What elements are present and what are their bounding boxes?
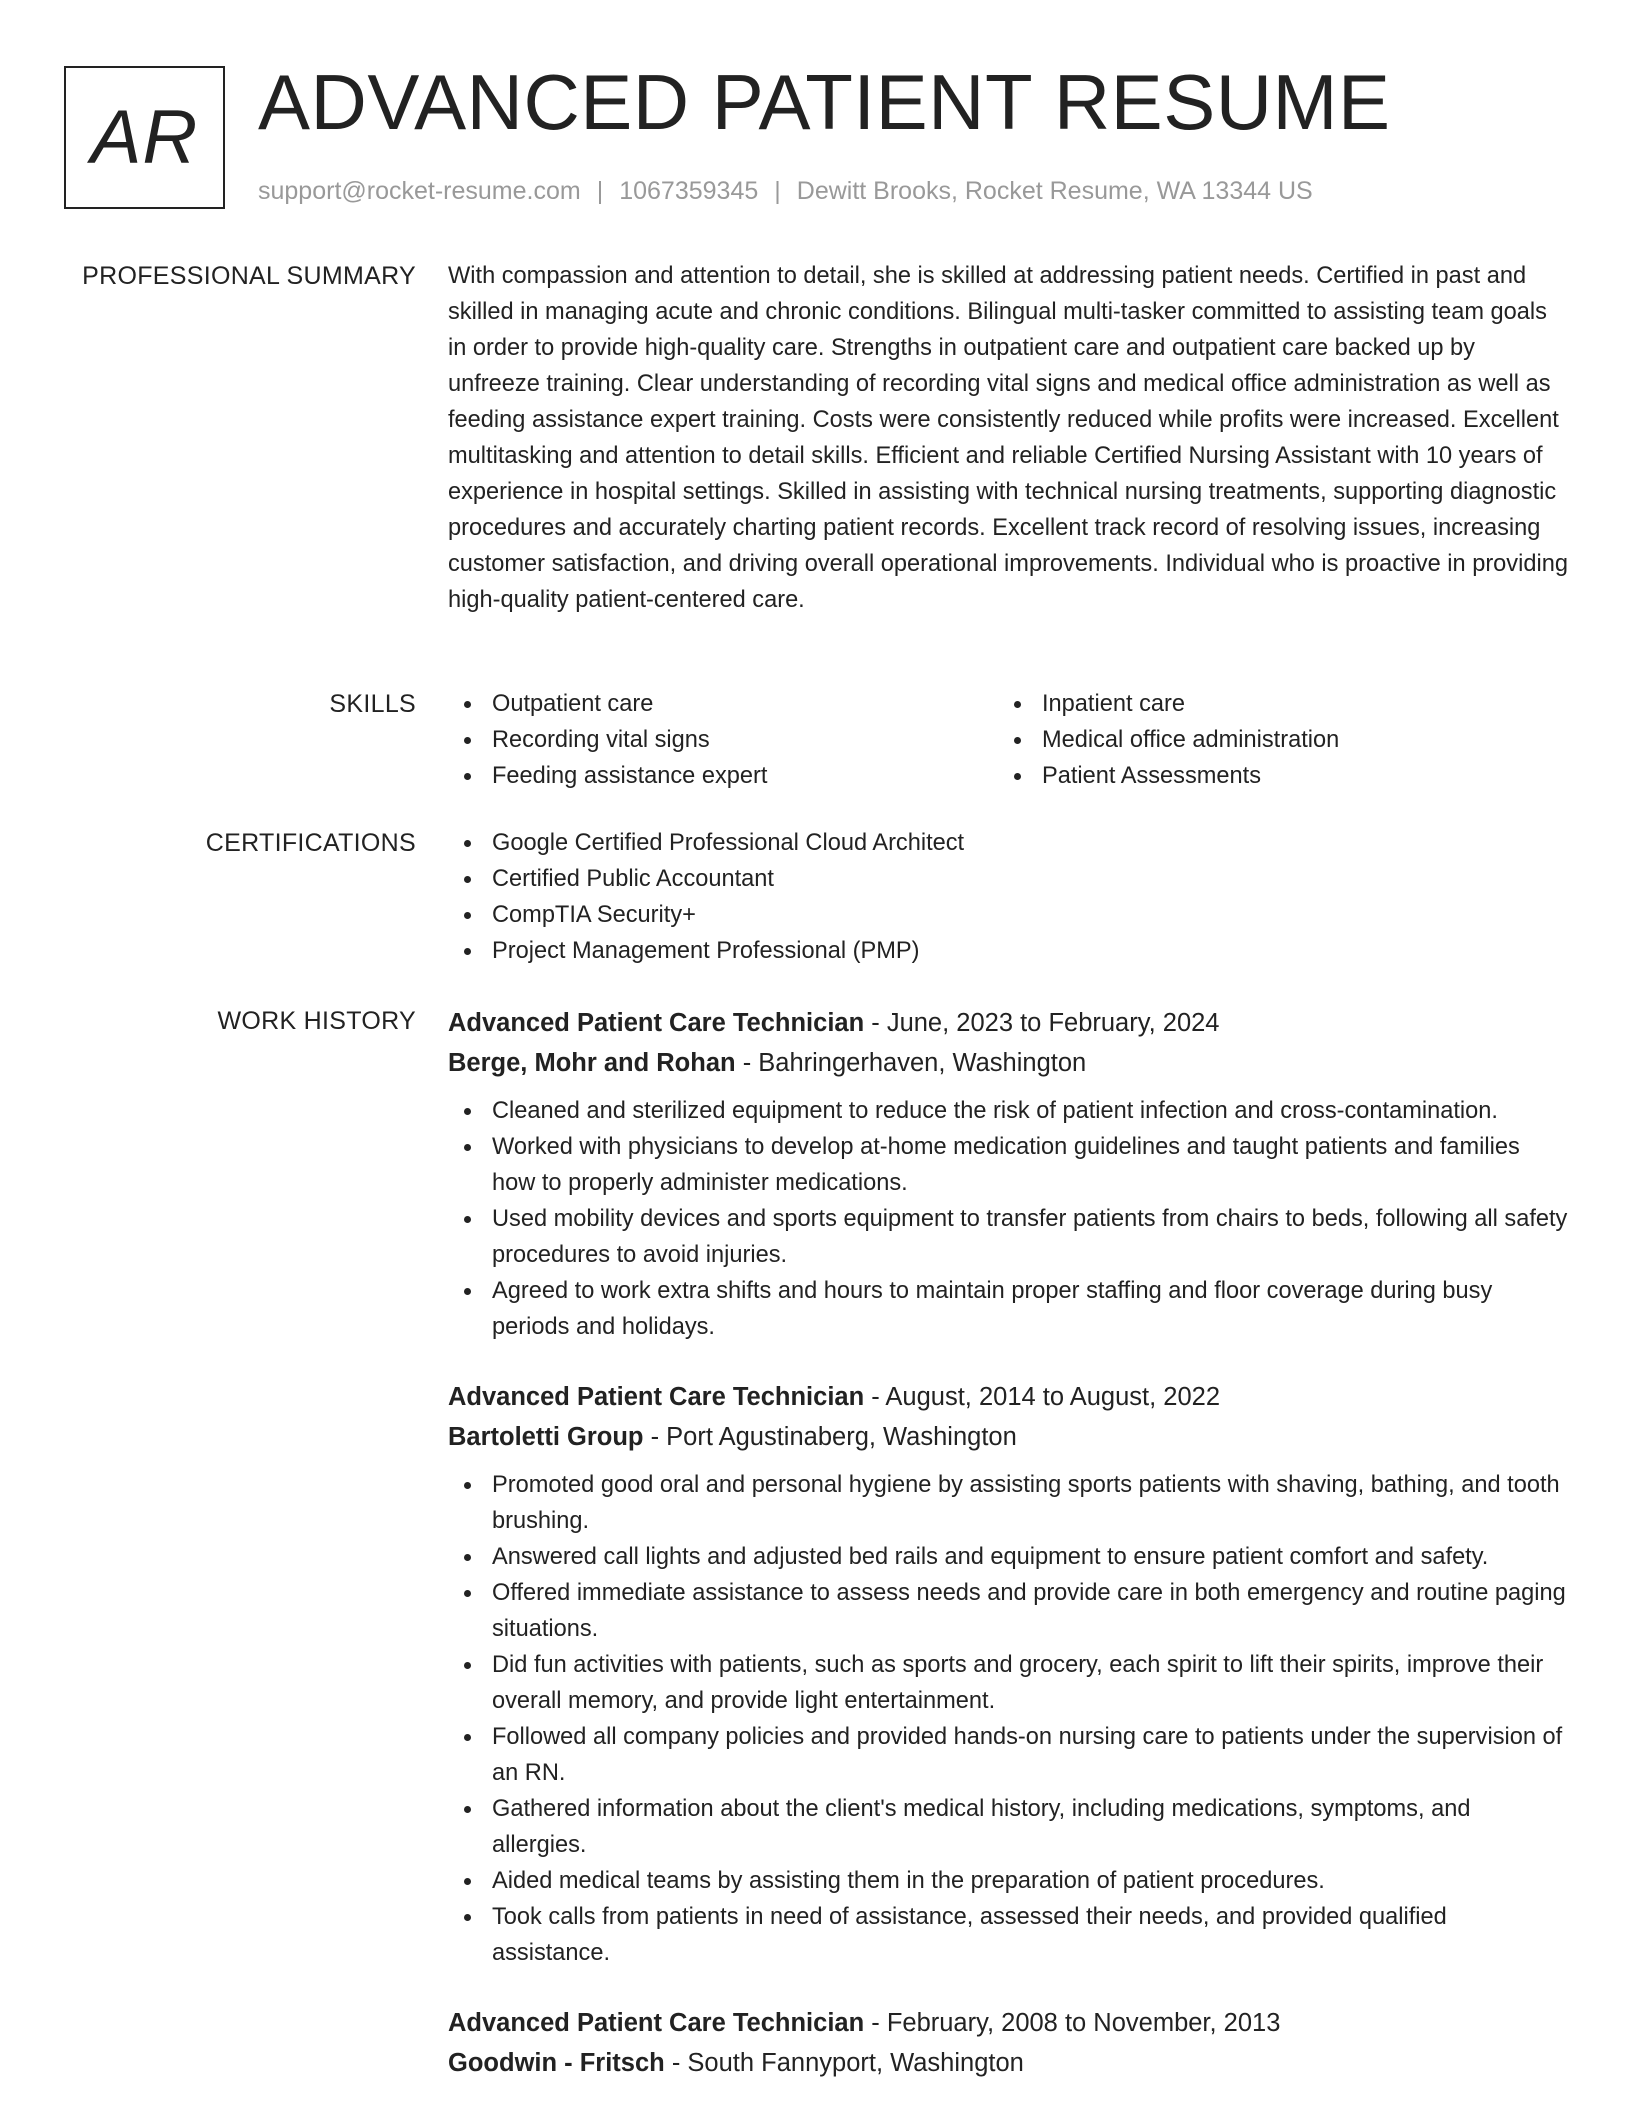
job-duties bbox=[448, 1467, 1568, 1971]
job-dates: - August, 2014 to August, 2022 bbox=[864, 1383, 1221, 1411]
contact-email[interactable]: support@rocket-resume.com bbox=[258, 177, 581, 205]
job-entry bbox=[448, 1377, 1568, 1971]
job-duty-item: Cleaned and sterilized equipment to reduce the risk of patient infection and cross-contamination. bbox=[448, 1093, 1568, 1129]
contact-line bbox=[258, 176, 1313, 206]
job-employer: Bartoletti Group bbox=[448, 1423, 644, 1451]
monogram-initials: AR bbox=[90, 95, 199, 180]
certifications-heading: CERTIFICATIONS bbox=[205, 829, 416, 857]
job-title: Advanced Patient Care Technician bbox=[448, 1009, 865, 1037]
skills-heading: SKILLS bbox=[329, 690, 416, 718]
job-duty-item: Used mobility devices and sports equipment to transfer patients from chairs to beds, following all safety procedures to avoid injuries. bbox=[448, 1201, 1568, 1273]
job-entry bbox=[448, 1003, 1568, 1345]
job-dates: - February, 2008 to November, 2013 bbox=[864, 2009, 1281, 2037]
work-history-heading: WORK HISTORY bbox=[217, 1007, 416, 1035]
job-duty-item: Followed all company policies and provided hands-on nursing care to patients under the supervision of an RN. bbox=[448, 1719, 1568, 1791]
certifications-list bbox=[448, 825, 1568, 969]
job-title-line bbox=[448, 1003, 1568, 1043]
job-employer: Goodwin - Fritsch bbox=[448, 2049, 665, 2077]
job-location: - South Fannyport, Washington bbox=[664, 2049, 1024, 2077]
contact-phone[interactable]: 1067359345 bbox=[619, 177, 759, 205]
certification-item: Certified Public Accountant bbox=[448, 861, 1568, 897]
job-title-line bbox=[448, 1377, 1568, 1417]
job-location: - Port Agustinaberg, Washington bbox=[643, 1423, 1017, 1451]
skills-column-right bbox=[998, 686, 1548, 794]
skill-item: Inpatient care bbox=[998, 686, 1548, 722]
job-duty-item: Took calls from patients in need of assistance, assessed their needs, and provided qualified assistance. bbox=[448, 1899, 1568, 1971]
job-employer-line bbox=[448, 1417, 1568, 1457]
job-location: - Bahringerhaven, Washington bbox=[735, 1049, 1087, 1077]
contact-address: Dewitt Brooks, Rocket Resume, WA 13344 US bbox=[796, 177, 1313, 205]
skill-item: Patient Assessments bbox=[998, 758, 1548, 794]
job-title: Advanced Patient Care Technician bbox=[448, 1383, 865, 1411]
job-duty-item: Aided medical teams by assisting them in the preparation of patient procedures. bbox=[448, 1863, 1568, 1899]
job-title-line bbox=[448, 2003, 1568, 2043]
skill-item: Recording vital signs bbox=[448, 722, 998, 758]
job-duty-item: Agreed to work extra shifts and hours to maintain proper staffing and floor coverage during busy periods and holidays. bbox=[448, 1273, 1568, 1345]
contact-separator: | bbox=[596, 177, 604, 205]
job-dates: - June, 2023 to February, 2024 bbox=[864, 1009, 1220, 1037]
contact-separator: | bbox=[774, 177, 781, 205]
summary-text: With compassion and attention to detail, she is skilled at addressing patient needs. Certified in past and skilled in managing acute and chronic conditions. Bilingual multi-tasker committed to assisting team goals in order to provide high-quality care. Strengths in outpatient care and outpatient care backed up by unfreeze training. Clear understanding of recording vital signs and medical office administration as well as feeding assistance expert training. Costs were consistently reduced while profits were increased. Excellent multitasking and attention to detail skills. Efficient and reliable Certified Nursing Assistant with 10 years of experience in hospital settings. Skilled in assisting with technical nursing treatments, supporting diagnostic procedures and accurately charting patient records. Excellent track record of resolving issues, increasing customer satisfaction, and driving overall operational improvements. Individual who is proactive in providing high-quality patient-centered care. bbox=[448, 263, 1568, 613]
job-duty-item: Answered call lights and adjusted bed rails and equipment to ensure patient comfort and safety. bbox=[448, 1539, 1568, 1575]
summary-heading: PROFESSIONAL SUMMARY bbox=[82, 262, 416, 290]
certification-item: Project Management Professional (PMP) bbox=[448, 933, 1568, 969]
skill-item: Outpatient care bbox=[448, 686, 998, 722]
job-duties bbox=[448, 1093, 1568, 1345]
resume-title: ADVANCED PATIENT RESUME bbox=[258, 58, 1391, 146]
job-employer-line bbox=[448, 1043, 1568, 1083]
job-employer: Berge, Mohr and Rohan bbox=[448, 1049, 736, 1077]
job-duty-item: Worked with physicians to develop at-home medication guidelines and taught patients and families how to properly administer medications. bbox=[448, 1129, 1568, 1201]
skills-list bbox=[448, 686, 1568, 794]
job-duty-item: Did fun activities with patients, such as sports and grocery, each spirit to lift their spirits, improve their overall memory, and provide light entertainment. bbox=[448, 1647, 1568, 1719]
skill-item: Feeding assistance expert bbox=[448, 758, 998, 794]
monogram-box bbox=[64, 66, 225, 209]
skills-column-left bbox=[448, 686, 998, 794]
skill-item: Medical office administration bbox=[998, 722, 1548, 758]
certification-item: Google Certified Professional Cloud Architect bbox=[448, 825, 1568, 861]
job-title: Advanced Patient Care Technician bbox=[448, 2009, 865, 2037]
work-history-list bbox=[448, 1003, 1568, 2112]
job-entry bbox=[448, 2003, 1568, 2083]
job-duty-item: Gathered information about the client's medical history, including medications, symptoms, and allergies. bbox=[448, 1791, 1568, 1863]
job-duty-item: Offered immediate assistance to assess needs and provide care in both emergency and routine paging situations. bbox=[448, 1575, 1568, 1647]
job-employer-line bbox=[448, 2043, 1568, 2083]
certification-item: CompTIA Security+ bbox=[448, 897, 1568, 933]
job-duty-item: Promoted good oral and personal hygiene by assisting sports patients with shaving, bathing, and tooth brushing. bbox=[448, 1467, 1568, 1539]
